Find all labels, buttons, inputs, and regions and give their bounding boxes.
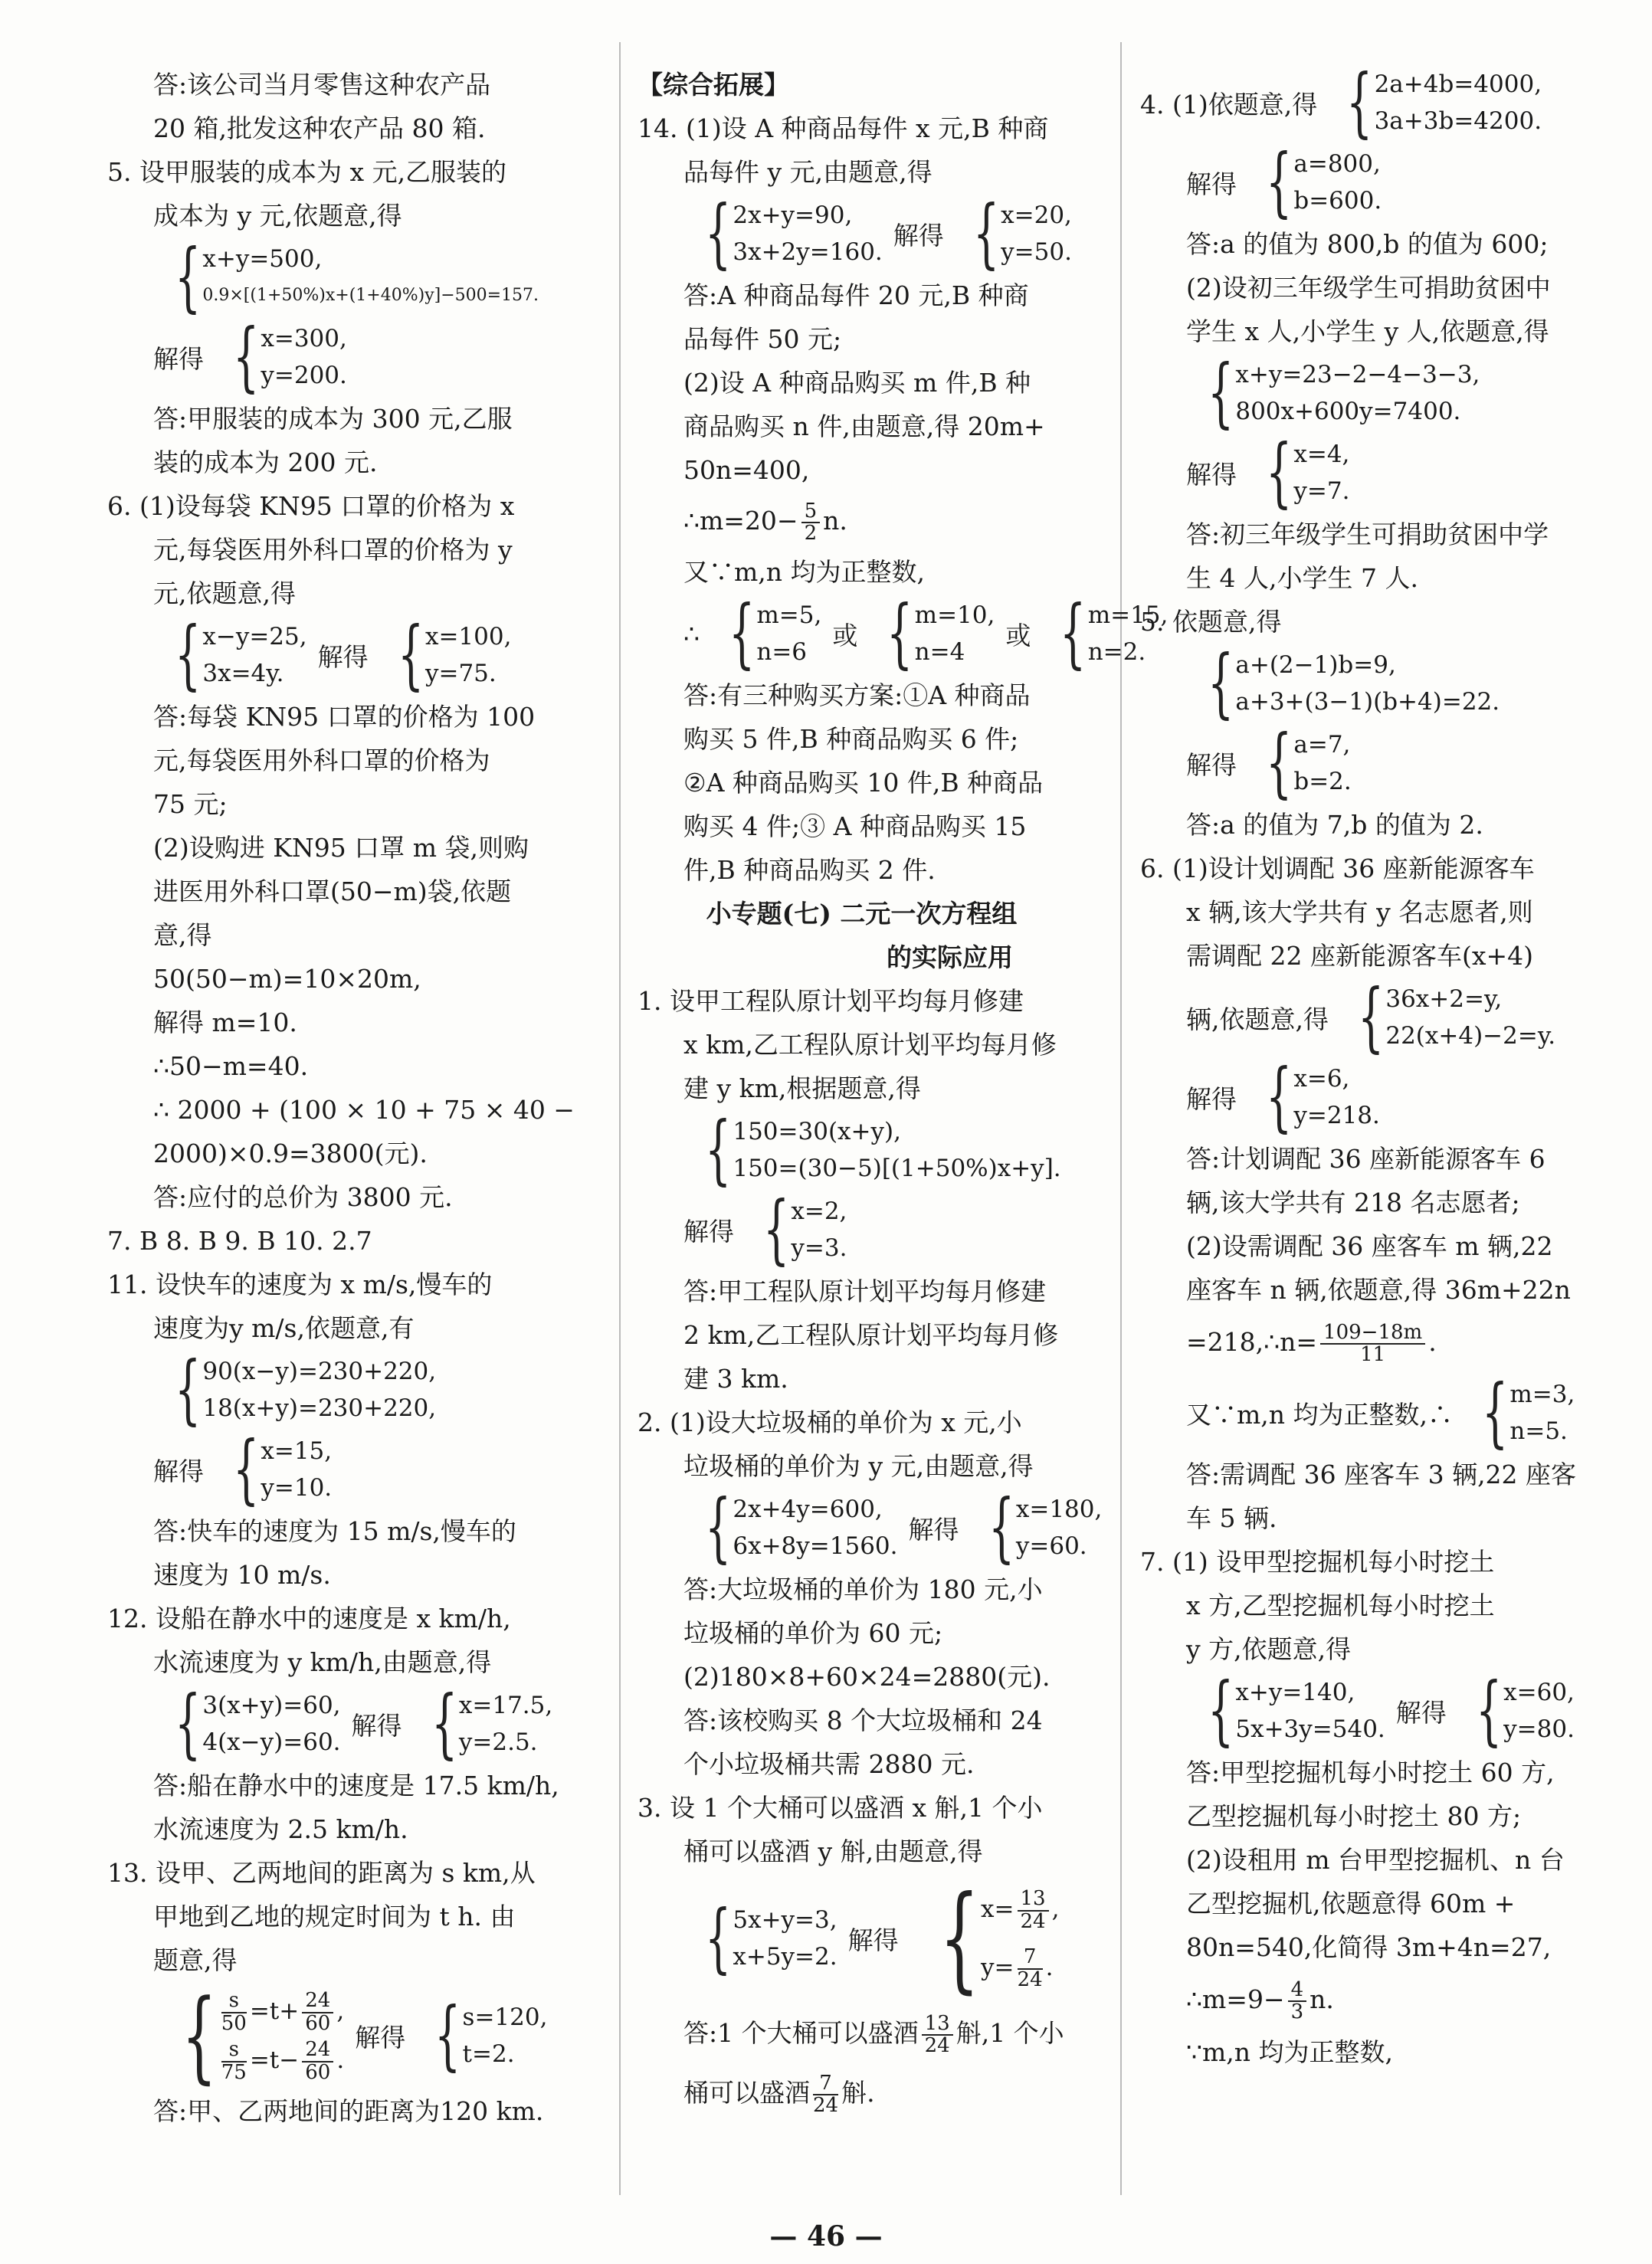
text-line: 答:应付的总价为 3800 元. xyxy=(153,1182,453,1212)
text-line: 水流速度为 y km/h,由题意,得 xyxy=(153,1647,492,1677)
topic-title-2: 的实际应用 xyxy=(887,942,1013,972)
text-line: 座客车 n 辆,依题意,得 36m+22n xyxy=(1186,1275,1571,1305)
problem-11: 11. 设快车的速度为 x m/s,慢车的 xyxy=(107,1270,493,1299)
text-line: 件,B 种商品购买 2 件. xyxy=(683,855,936,885)
text-line: 答:快车的速度为 15 m/s,慢车的 xyxy=(153,1516,516,1546)
text-line: x 辆,该大学共有 y 名志愿者,则 xyxy=(1186,897,1533,927)
equation-system: 辆,依题意,得 { 36x+2=y, 22(x+4)−2=y. xyxy=(1186,974,1556,1061)
text-line: 50(50−m)=10×20m, xyxy=(153,964,421,994)
text-line: 答:该公司当月零售这种农产品 xyxy=(153,70,491,100)
text-line: 题意,得 xyxy=(153,1945,238,1975)
text-line: 答:a 的值为 7,b 的值为 2. xyxy=(1186,810,1483,840)
text-line: 个小垃圾桶共需 2880 元. xyxy=(683,1749,975,1779)
problem-4: 4. (1)依题意,得 { 2a+4b=4000, 3a+3b=4200. xyxy=(1140,59,1542,146)
problem-5: 5. 设甲服装的成本为 x 元,乙服装的 xyxy=(107,157,507,187)
text-line: 需调配 22 座新能源客车(x+4) xyxy=(1186,941,1533,971)
topic-problem-1: 1. 设甲工程队原计划平均每月修建 xyxy=(638,986,1024,1016)
text-line: 答:甲、乙两地间的距离为120 km. xyxy=(153,2096,544,2126)
text-line: 垃圾桶的单价为 60 元; xyxy=(683,1618,943,1648)
equation-system: 又∵m,n 均为正整数,∴ { m=3, n=5. xyxy=(1186,1369,1575,1456)
text-line: 购买 5 件,B 种商品购买 6 件; xyxy=(683,724,1019,754)
equation-system: { x+y=140, 5x+3y=540. 解得 { x=60, y=80. xyxy=(1208,1667,1575,1755)
equation-system: { 90(x−y)=230+220, 18(x+y)=230+220, xyxy=(175,1346,437,1433)
answer-column-2 xyxy=(638,63,1169,2123)
text-line: 品每件 50 元; xyxy=(683,324,842,354)
answer-column-1 xyxy=(107,63,598,2133)
text-line: (2)设需调配 36 座客车 m 辆,22 xyxy=(1186,1231,1553,1261)
text-line: 元,每袋医用外科口罩的价格为 y xyxy=(153,535,513,565)
text-line: 2 km,乙工程队原计划平均每月修 xyxy=(683,1320,1059,1350)
text-line: ∵m,n 均为正整数, xyxy=(1186,2037,1394,2067)
text-line: 进医用外科口罩(50−m)袋,依题 xyxy=(153,876,512,906)
solution-system: 解得 { x=300, y=200. xyxy=(153,313,347,401)
text-line: 答:初三年级学生可捐助贫困中学 xyxy=(1186,519,1549,549)
text-line: 50n=400, xyxy=(683,455,810,485)
equation-system: { 5x+y=3, x+5y=2. 解得 { x= $\frac{13}{24}$ , y= $\frac{7}{24}$ . xyxy=(705,1872,1060,2005)
text-line: 答:甲工程队原计划平均每月修建 xyxy=(683,1276,1047,1306)
equation-system: { 2x+y=90, 3x+2y=160. 解得 { x=20, y=50. xyxy=(705,190,1072,277)
equation-system: { 2x+4y=600, 6x+8y=1560. 解得 { x=180, y=60. xyxy=(705,1484,1103,1571)
problem-6: 6. (1)设计划调配 36 座新能源客车 xyxy=(1140,854,1535,883)
text-line: 答:A 种商品每件 20 元,B 种商 xyxy=(683,280,1029,310)
text-line: ∴ 2000 + (100 × 10 + 75 × 40 − xyxy=(153,1095,575,1125)
text-line: 商品购买 n 件,由题意,得 20m+ xyxy=(683,411,1045,441)
problem-7: 7. (1) 设甲型挖掘机每小时挖土 xyxy=(1140,1547,1495,1577)
solution-system: 解得 { x=6, y=218. xyxy=(1186,1053,1380,1141)
solution-system: 解得 { x=15, y=10. xyxy=(153,1426,333,1513)
text-line: 乙型挖掘机每小时挖土 80 方; xyxy=(1186,1801,1522,1831)
text-line: 答:有三种购买方案:①A 种商品 xyxy=(683,680,1031,710)
text-line: 学生 x 人,小学生 y 人,依题意,得 xyxy=(1186,316,1549,346)
section-header: 【综合拓展】 xyxy=(638,70,789,100)
equation-system: { 3(x+y)=60, 4(x−y)=60. 解得 { x=17.5, y=2.5. xyxy=(175,1680,553,1768)
text-line: 甲地到乙地的规定时间为 t h. 由 xyxy=(153,1902,516,1931)
text-line: 乙型挖掘机,依题意得 60m + xyxy=(1186,1889,1516,1918)
text-line: ∴50−m=40. xyxy=(153,1051,309,1081)
text-line: x 方,乙型挖掘机每小时挖土 xyxy=(1186,1591,1495,1620)
text-line: 成本为 y 元,依题意,得 xyxy=(153,201,402,231)
text-line: 垃圾桶的单价为 y 元,由题意,得 xyxy=(683,1451,1034,1481)
text-line: 桶可以盛酒 y 斛,由题意,得 xyxy=(683,1836,983,1866)
text-line: 解得 m=10. xyxy=(153,1007,297,1037)
equation-system: { x−y=25, 3x=4y. 解得 { x=100, y=75. xyxy=(175,611,512,699)
text-line: (2)设购进 KN95 口罩 m 袋,则购 xyxy=(153,833,529,863)
text-line: 装的成本为 200 元. xyxy=(153,447,378,477)
problem-12: 12. 设船在静水中的速度是 x km/h, xyxy=(107,1604,511,1633)
text-line: 答:大垃圾桶的单价为 180 元,小 xyxy=(683,1574,1043,1604)
equation-system: { a+(2−1)b=9, a+3+(3−1)(b+4)=22. xyxy=(1208,640,1500,727)
text-line: 75 元; xyxy=(153,789,228,819)
text-line: 80n=540,化简得 3m+4n=27, xyxy=(1186,1932,1552,1962)
text-line: 建 y km,根据题意,得 xyxy=(683,1073,921,1103)
text-line: 品每件 y 元,由题意,得 xyxy=(683,157,933,187)
solution-system: 解得 { x=2, y=3. xyxy=(683,1186,847,1273)
text-line: 答:计划调配 36 座新能源客车 6 xyxy=(1186,1144,1545,1174)
text-line: 桶可以盛酒 $\frac{7}{24}$ 斛. xyxy=(683,2071,875,2117)
text-line: 生 4 人,小学生 7 人. xyxy=(1186,563,1418,593)
text-line: 速度为y m/s,依题意,有 xyxy=(153,1313,415,1343)
problem-14: 14. (1)设 A 种商品每件 x 元,B 种商 xyxy=(638,113,1049,143)
column-divider-right xyxy=(1120,42,1122,2195)
text-line: 答:船在静水中的速度是 17.5 km/h, xyxy=(153,1771,559,1800)
text-line: 答:该校购买 8 个大垃圾桶和 24 xyxy=(683,1705,1043,1735)
text-line: 建 3 km. xyxy=(683,1364,788,1394)
text-line: 意,得 xyxy=(153,920,212,950)
text-line: 速度为 10 m/s. xyxy=(153,1560,331,1590)
text-line: (2)设租用 m 台甲型挖掘机、n 台 xyxy=(1186,1845,1565,1875)
text-line: (2)180×8+60×24=2880(元). xyxy=(683,1662,1051,1692)
solution-system: 解得 { a=7, b=2. xyxy=(1186,719,1352,807)
solution-system: 解得 { x=4, y=7. xyxy=(1186,429,1350,516)
text-line: 答:甲服装的成本为 300 元,乙服 xyxy=(153,404,513,434)
topic-title: 小专题(七) 二元一次方程组 xyxy=(706,899,1018,929)
text-line: 答:甲型挖掘机每小时挖土 60 方, xyxy=(1186,1758,1555,1787)
problem-13: 13. 设甲、乙两地间的距离为 s km,从 xyxy=(107,1858,536,1888)
problem-6: 6. (1)设每袋 KN95 口罩的价格为 x xyxy=(107,491,515,521)
solution-system: 解得 { a=800, b=600. xyxy=(1186,139,1382,226)
formula-line: ∴m=9− $\frac{4}{3}$ n. xyxy=(1186,1977,1334,2023)
text-line: 答:a 的值为 800,b 的值为 600; xyxy=(1186,229,1549,259)
text-line: 车 5 辆. xyxy=(1186,1503,1277,1533)
text-line: ②A 种商品购买 10 件,B 种商品 xyxy=(683,768,1044,798)
text-line: 元,依题意,得 xyxy=(153,578,296,608)
text-line: 购买 4 件;③ A 种商品购买 15 xyxy=(683,811,1027,841)
text-line: (2)设 A 种商品购买 m 件,B 种 xyxy=(683,368,1031,398)
topic-problem-3: 3. 设 1 个大桶可以盛酒 x 斛,1 个小 xyxy=(638,1793,1043,1823)
topic-problem-2: 2. (1)设大垃圾桶的单价为 x 元,小 xyxy=(638,1407,1022,1437)
solution-options: ∴ { m=5, n=6 或 { m=10, n=4 或 { m=15, n=2. xyxy=(683,590,1169,677)
answer-column-3 xyxy=(1140,59,1608,2074)
equation-system: { x+y=500, 0.9×[(1+50%)x+(1+40%)y]−500=157. xyxy=(175,234,539,321)
text-line: 辆,该大学共有 218 名志愿者; xyxy=(1186,1188,1520,1217)
formula-line: =218,∴n= $\frac{109-18m}{11}$ . xyxy=(1186,1320,1437,1366)
answers-7-10: 7. B 8. B 9. B 10. 2.7 xyxy=(107,1226,372,1256)
text-line: 20 箱,批发这种农产品 80 箱. xyxy=(153,113,486,143)
formula-line: ∴m=20− $\frac{5}{2}$ n. xyxy=(683,499,847,545)
text-line: y 方,依题意,得 xyxy=(1186,1634,1352,1664)
text-line: 答:每袋 KN95 口罩的价格为 100 xyxy=(153,702,536,732)
text-line: 水流速度为 2.5 km/h. xyxy=(153,1814,408,1844)
text-line: x km,乙工程队原计划平均每月修 xyxy=(683,1030,1057,1060)
equation-system: { x+y=23−2−4−3−3, 800x+600y=7400. xyxy=(1208,349,1480,437)
text-line: 元,每袋医用外科口罩的价格为 xyxy=(153,745,490,775)
page-number: — 46 — xyxy=(769,2220,883,2253)
text-line: 又∵m,n 均为正整数, xyxy=(683,557,926,587)
problem-5: 5. 依题意,得 xyxy=(1140,607,1282,637)
equation-system: { 150=30(x+y), 150=(30−5)[(1+50%)x+y]. xyxy=(705,1106,1061,1194)
equation-system: { $\frac{s}{50}$ =t+ $\frac{24}{60}$ , $\frac{s}{75}$ =t− $\frac{24}{60}$ . 解得 { s=120, t=2. xyxy=(182,1977,548,2094)
column-divider-left xyxy=(619,42,621,2195)
text-line: (2)设初三年级学生可捐助贫困中 xyxy=(1186,273,1551,303)
text-line: 答:1 个大桶可以盛酒 $\frac{13}{24}$ 斛,1 个小 xyxy=(683,2011,1064,2057)
text-line: 答:需调配 36 座客车 3 辆,22 座客 xyxy=(1186,1460,1577,1489)
text-line: 2000)×0.9=3800(元). xyxy=(153,1139,428,1168)
